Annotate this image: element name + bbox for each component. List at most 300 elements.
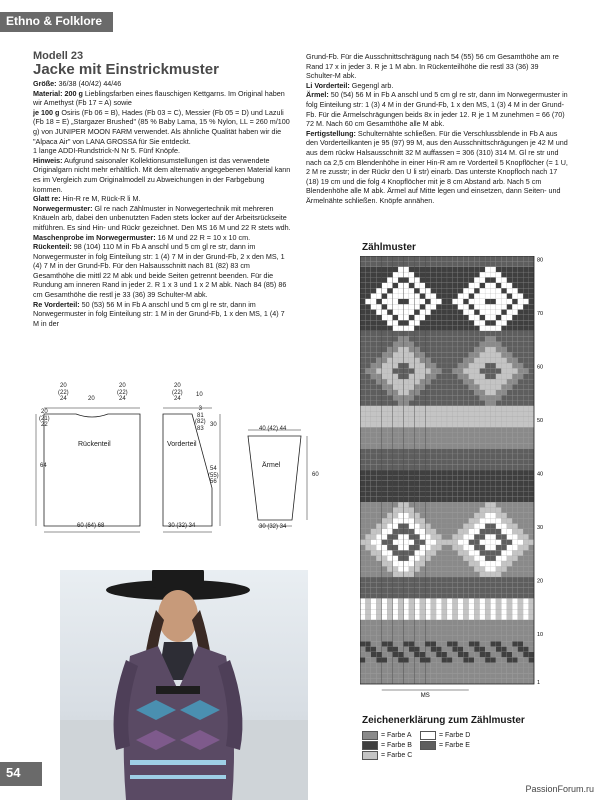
chart-cell <box>387 475 392 480</box>
chart-cell <box>523 363 528 368</box>
chart-cell <box>523 566 528 571</box>
chart-cell <box>414 502 419 507</box>
chart-cell <box>501 572 506 577</box>
chart-cell <box>452 470 457 475</box>
chart-cell <box>409 406 414 411</box>
chart-cell <box>382 631 387 636</box>
legend-item <box>420 741 470 750</box>
chart-cell <box>523 529 528 534</box>
chart-cell <box>436 315 441 320</box>
chart-cell <box>491 652 496 657</box>
ms-label: MS <box>420 693 430 699</box>
chart-cell <box>404 561 409 566</box>
chart-cell <box>442 277 447 282</box>
chart-cell <box>431 438 436 443</box>
chart-cell <box>485 331 490 336</box>
dim-front-top-a: 20 (22) 24 <box>172 383 183 402</box>
chart-cell <box>404 347 409 352</box>
chart-cell <box>360 556 365 561</box>
chart-cell <box>442 604 447 609</box>
chart-cell <box>469 641 474 646</box>
chart-cell <box>431 545 436 550</box>
chart-cell <box>496 679 501 684</box>
chart-cell <box>420 620 425 625</box>
chart-cell <box>436 534 441 539</box>
section-header <box>0 12 113 32</box>
chart-cell <box>365 572 370 577</box>
chart-cell <box>463 529 468 534</box>
chart-cell <box>474 283 479 288</box>
chart-cell <box>431 679 436 684</box>
chart-cell <box>452 647 457 652</box>
chart-cell <box>376 454 381 459</box>
chart-cell <box>371 609 376 614</box>
chart-cell <box>360 475 365 480</box>
chart-cell <box>501 449 506 454</box>
chart-cell <box>425 267 430 272</box>
chart-cell <box>436 459 441 464</box>
chart-cell <box>512 481 517 486</box>
chart-cell <box>393 406 398 411</box>
chart-cell <box>360 481 365 486</box>
chart-cell <box>518 433 523 438</box>
chart-cell <box>523 272 528 277</box>
chart-cell <box>491 507 496 512</box>
chart-cell <box>523 486 528 491</box>
chart-cell <box>360 513 365 518</box>
chart-cell <box>371 304 376 309</box>
chart-cell <box>360 497 365 502</box>
chart-cell <box>365 352 370 357</box>
chart-cell <box>463 299 468 304</box>
chart-cell <box>512 395 517 400</box>
chart-cell <box>409 293 414 298</box>
chart-cell <box>512 465 517 470</box>
chart-cell <box>442 390 447 395</box>
dim-front-bottom: 30 (32) 34 <box>168 523 196 529</box>
chart-cell <box>518 561 523 566</box>
chart-cell <box>523 524 528 529</box>
chart-cell <box>447 577 452 582</box>
chart-cell <box>512 374 517 379</box>
chart-cell <box>491 577 496 582</box>
chart-cell <box>491 679 496 684</box>
chart-cell <box>436 443 441 448</box>
chart-cell <box>414 566 419 571</box>
chart-cell <box>442 652 447 657</box>
chart-cell <box>398 652 403 657</box>
chart-cell <box>474 513 479 518</box>
chart-cell <box>431 497 436 502</box>
chart-cell <box>414 491 419 496</box>
chart-cell <box>458 331 463 336</box>
chart-cell <box>420 636 425 641</box>
chart-cell <box>436 411 441 416</box>
chart-cell <box>485 326 490 331</box>
chart-cell <box>518 358 523 363</box>
chart-cell <box>501 417 506 422</box>
chart-cell <box>398 577 403 582</box>
chart-cell <box>382 657 387 662</box>
chart-cell <box>463 395 468 400</box>
chart-cell <box>393 631 398 636</box>
chart-cell <box>436 267 441 272</box>
chart-cell <box>529 374 534 379</box>
chart-cell <box>474 481 479 486</box>
chart-cell <box>452 497 457 502</box>
chart-cell <box>360 604 365 609</box>
chart-cell <box>463 256 468 261</box>
chart-cell <box>491 641 496 646</box>
chart-cell <box>518 465 523 470</box>
chart-cell <box>404 513 409 518</box>
chart-cell <box>507 336 512 341</box>
chart-cell <box>387 507 392 512</box>
chart-cell <box>436 566 441 571</box>
chart-cell <box>529 497 534 502</box>
chart-cell <box>518 679 523 684</box>
chart-cell <box>365 454 370 459</box>
chart-cell <box>409 652 414 657</box>
chart-cell <box>458 668 463 673</box>
chart-cell <box>365 390 370 395</box>
chart-cell <box>458 363 463 368</box>
chart-cell <box>425 475 430 480</box>
chart-cell <box>425 663 430 668</box>
chart-cell <box>382 614 387 619</box>
chart-cell <box>382 609 387 614</box>
chart-cell <box>387 465 392 470</box>
chart-cell <box>480 598 485 603</box>
chart-cell <box>442 524 447 529</box>
chart-cell <box>393 267 398 272</box>
chart-cell <box>387 486 392 491</box>
chart-cell <box>501 438 506 443</box>
chart-cell <box>518 336 523 341</box>
chart-cell <box>409 481 414 486</box>
chart-cell <box>371 647 376 652</box>
chart-cell <box>496 534 501 539</box>
chart-cell <box>512 663 517 668</box>
chart-cell <box>404 283 409 288</box>
chart-cell <box>393 347 398 352</box>
chart-cell <box>398 540 403 545</box>
chart-cell <box>404 620 409 625</box>
chart-cell <box>469 534 474 539</box>
chart-cell <box>360 304 365 309</box>
chart-cell <box>458 524 463 529</box>
left-col-paragraph <box>33 194 291 204</box>
chart-cell <box>371 588 376 593</box>
chart-cell <box>442 636 447 641</box>
chart-cell <box>529 636 534 641</box>
chart-cell <box>371 320 376 325</box>
chart-cell <box>474 577 479 582</box>
chart-cell <box>463 641 468 646</box>
chart-cell <box>491 593 496 598</box>
chart-cell <box>387 593 392 598</box>
chart-cell <box>442 304 447 309</box>
chart-cell <box>365 433 370 438</box>
chart-cell <box>469 454 474 459</box>
chart-cell <box>496 363 501 368</box>
chart-cell <box>480 272 485 277</box>
chart-cell <box>371 272 376 277</box>
chart-cell <box>398 261 403 266</box>
chart-cell <box>436 588 441 593</box>
chart-cell <box>425 427 430 432</box>
chart-cell <box>382 261 387 266</box>
chart-cell <box>469 283 474 288</box>
chart-cell <box>387 663 392 668</box>
chart-cell <box>452 609 457 614</box>
chart-cell <box>371 470 376 475</box>
chart-cell <box>382 513 387 518</box>
chart-cell <box>387 326 392 331</box>
dim-back-bottom: 60 (64) 68 <box>77 523 105 529</box>
chart-cell <box>485 304 490 309</box>
chart-cell <box>404 310 409 315</box>
chart-cell <box>480 417 485 422</box>
chart-cell <box>447 304 452 309</box>
chart-cell <box>436 417 441 422</box>
chart-cell <box>442 518 447 523</box>
chart-cell <box>480 534 485 539</box>
chart-cell <box>480 427 485 432</box>
chart-cell <box>431 449 436 454</box>
chart-cell <box>463 679 468 684</box>
chart-cell <box>485 475 490 480</box>
chart-cell <box>496 641 501 646</box>
chart-cell <box>436 331 441 336</box>
chart-cell <box>442 342 447 347</box>
chart-cell <box>398 507 403 512</box>
chart-cell <box>507 545 512 550</box>
chart-cell <box>442 352 447 357</box>
chart-cell <box>404 556 409 561</box>
chart-cell <box>393 470 398 475</box>
chart-cell <box>436 299 441 304</box>
chart-cell <box>398 620 403 625</box>
chart-cell <box>393 459 398 464</box>
chart-cell <box>501 679 506 684</box>
chart-cell <box>393 663 398 668</box>
chart-cell <box>360 647 365 652</box>
chart-cell <box>480 459 485 464</box>
chart-cell <box>512 406 517 411</box>
chart-cell <box>382 272 387 277</box>
chart-cell <box>463 400 468 405</box>
chart-cell <box>436 390 441 395</box>
chart-cell <box>485 390 490 395</box>
chart-cell <box>404 550 409 555</box>
chart-cell <box>436 256 441 261</box>
chart-cell <box>404 449 409 454</box>
chart-cell <box>409 657 414 662</box>
chart-cell <box>447 657 452 662</box>
chart-cell <box>425 620 430 625</box>
chart-cell <box>371 438 376 443</box>
chart-cell <box>463 540 468 545</box>
chart-cell <box>512 288 517 293</box>
chart-cell <box>398 363 403 368</box>
chart-cell <box>436 326 441 331</box>
chart-cell <box>431 566 436 571</box>
dim-back-side: 64 <box>40 463 47 469</box>
chart-cell <box>409 368 414 373</box>
chart-cell <box>376 342 381 347</box>
chart-cell <box>518 647 523 652</box>
chart-cell <box>452 529 457 534</box>
chart-cell <box>365 395 370 400</box>
chart-cell <box>376 417 381 422</box>
chart-cell <box>501 304 506 309</box>
chart-cell <box>425 647 430 652</box>
chart-cell <box>529 556 534 561</box>
chart-cell <box>404 540 409 545</box>
chart-cell <box>360 417 365 422</box>
chart-cell <box>469 438 474 443</box>
chart-cell <box>414 283 419 288</box>
chart-cell <box>442 459 447 464</box>
chart-cell <box>507 433 512 438</box>
chart-cell <box>474 588 479 593</box>
chart-cell <box>507 422 512 427</box>
chart-cell <box>496 577 501 582</box>
chart-cell <box>496 636 501 641</box>
chart-cell <box>420 534 425 539</box>
chart-cell <box>393 293 398 298</box>
chart-cell <box>387 267 392 272</box>
chart-cell <box>512 417 517 422</box>
chart-cell <box>382 497 387 502</box>
chart-cell <box>469 625 474 630</box>
chart-cell <box>420 326 425 331</box>
chart-cell <box>376 577 381 582</box>
chart-cell <box>431 486 436 491</box>
chart-cell <box>496 588 501 593</box>
chart-cell <box>458 657 463 662</box>
chart-cell <box>398 550 403 555</box>
chart-cell <box>393 636 398 641</box>
chart-cell <box>431 352 436 357</box>
chart-cell <box>447 663 452 668</box>
chart-cell <box>512 556 517 561</box>
chart-cell <box>398 465 403 470</box>
chart-cell <box>469 620 474 625</box>
chart-cell <box>365 283 370 288</box>
chart-cell <box>436 400 441 405</box>
chart-cell <box>491 368 496 373</box>
chart-cell <box>447 550 452 555</box>
chart-cell <box>523 598 528 603</box>
chart-cell <box>442 588 447 593</box>
chart-cell <box>409 529 414 534</box>
chart-cell <box>414 598 419 603</box>
chart-cell <box>442 491 447 496</box>
chart-cell <box>529 427 534 432</box>
chart-cell <box>414 614 419 619</box>
chart-cell <box>458 673 463 678</box>
chart-cell <box>523 657 528 662</box>
chart-cell <box>452 368 457 373</box>
chart-cell <box>507 593 512 598</box>
chart-cell <box>469 288 474 293</box>
chart-cell <box>365 614 370 619</box>
chart-cell <box>447 668 452 673</box>
chart-cell <box>491 625 496 630</box>
chart-cell <box>512 310 517 315</box>
chart-cell <box>387 427 392 432</box>
chart-cell <box>409 411 414 416</box>
chart-cell <box>376 267 381 272</box>
chart-cell <box>404 459 409 464</box>
chart-cell <box>382 507 387 512</box>
chart-cell <box>518 582 523 587</box>
chart-cell <box>529 411 534 416</box>
chart-cell <box>480 561 485 566</box>
chart-cell <box>431 427 436 432</box>
chart-cell <box>436 491 441 496</box>
chart-cell <box>452 277 457 282</box>
chart-cell <box>371 449 376 454</box>
chart-cell <box>485 454 490 459</box>
chart-cell <box>382 299 387 304</box>
chart-cell <box>458 320 463 325</box>
chart-cell <box>523 652 528 657</box>
chart-cell <box>376 395 381 400</box>
chart-cell <box>496 261 501 266</box>
left-col-paragraph <box>33 233 291 243</box>
chart-cell <box>496 400 501 405</box>
chart-cell <box>382 561 387 566</box>
chart-cell <box>501 326 506 331</box>
chart-cell <box>474 524 479 529</box>
chart-cell <box>523 417 528 422</box>
chart-row-label: 30 <box>537 524 544 531</box>
chart-cell <box>393 518 398 523</box>
chart-cell <box>376 310 381 315</box>
chart-cell <box>463 352 468 357</box>
chart-cell <box>393 395 398 400</box>
chart-cell <box>447 417 452 422</box>
chart-cell <box>414 326 419 331</box>
chart-cell <box>512 283 517 288</box>
chart-cell <box>393 614 398 619</box>
chart-cell <box>469 470 474 475</box>
chart-cell <box>436 647 441 652</box>
chart-cell <box>469 320 474 325</box>
chart-cell <box>436 641 441 646</box>
chart-cell <box>507 272 512 277</box>
chart-cell <box>442 668 447 673</box>
chart-cell <box>393 272 398 277</box>
chart-cell <box>387 293 392 298</box>
chart-cell <box>485 465 490 470</box>
chart-cell <box>387 395 392 400</box>
chart-cell <box>480 406 485 411</box>
chart-cell <box>425 529 430 534</box>
chart-cell <box>431 256 436 261</box>
chart-cell <box>491 673 496 678</box>
chart-cell <box>474 609 479 614</box>
chart-cell <box>371 652 376 657</box>
chart-cell <box>436 582 441 587</box>
chart-cell <box>529 561 534 566</box>
chart-cell <box>436 363 441 368</box>
chart-cell <box>501 299 506 304</box>
chart-cell <box>431 261 436 266</box>
